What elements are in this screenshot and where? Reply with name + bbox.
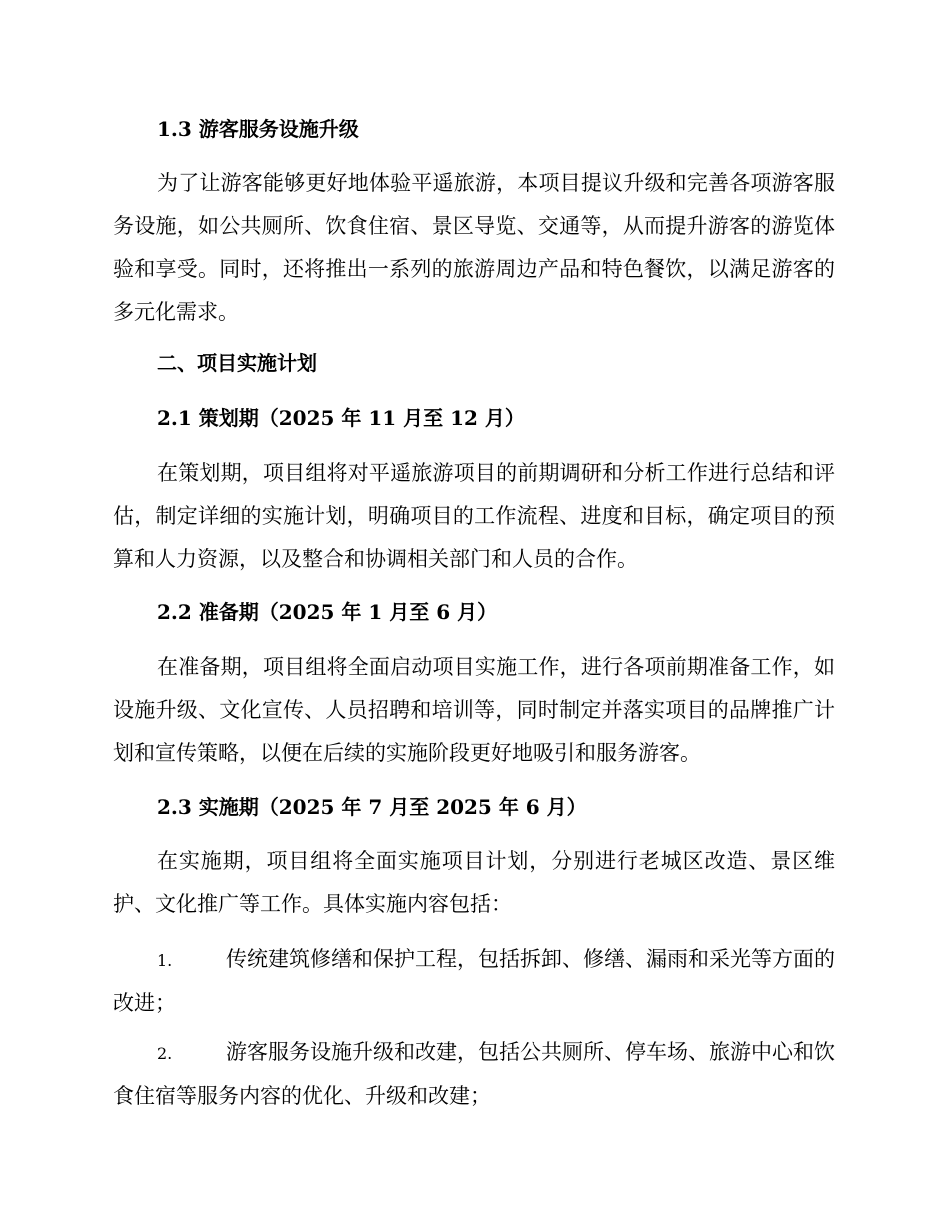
- paragraph-visitor-services: 为了让游客能够更好地体验平遥旅游，本项目提议升级和完善各项游客服务设施，如公共厕所、饮食住宿、景区导览、交通等，从而提升游客的游览体验和享受。同时，还将推出一系列的旅游周边产品和特色餐饮，以满足游客的多元化需求。: [113, 171, 835, 324]
- chapter-heading-implementation-plan: 二、项目实施计划: [157, 351, 317, 375]
- section-heading-2-3: 2.3 实施期（2025 年 7 月至 2025 年 6 月）: [157, 795, 587, 819]
- paragraph-implementation-phase: 在实施期，项目组将全面实施项目计划，分别进行老城区改造、景区维护、文化推广等工作。具体实施内容包括：: [113, 849, 835, 916]
- section-heading-1-3: 1.3 游客服务设施升级: [157, 117, 359, 141]
- paragraph-preparation-phase: 在准备期，项目组将全面启动项目实施工作，进行各项前期准备工作，如设施升级、文化宣传、人员招聘和培训等，同时制定并落实项目的品牌推广计划和宣传策略，以便在后续的实施阶段更好地吸引和服务游客。: [113, 655, 835, 765]
- section-heading-2-2: 2.2 准备期（2025 年 1 月至 6 月）: [157, 600, 498, 624]
- list-item-text: 传统建筑修缮和保护工程，包括拆卸、修缮、漏雨和采光等方面的改进；: [113, 947, 835, 1015]
- list-item-number: 1.: [157, 951, 173, 970]
- list-item: [113, 1031, 835, 1118]
- paragraph-planning-phase: 在策划期，项目组将对平遥旅游项目的前期调研和分析工作进行总结和评估，制定详细的实施计划，明确项目的工作流程、进度和目标，确定项目的预算和人力资源，以及整合和协调相关部门和人员的合作。: [113, 461, 835, 571]
- section-heading-2-1: 2.1 策划期（2025 年 11 月至 12 月）: [157, 406, 525, 430]
- list-item: [113, 938, 835, 1025]
- list-item-text: 游客服务设施升级和改建，包括公共厕所、停车场、旅游中心和饮食住宿等服务内容的优化、升级和改建；: [113, 1040, 835, 1108]
- list-item-number: 2.: [157, 1044, 173, 1063]
